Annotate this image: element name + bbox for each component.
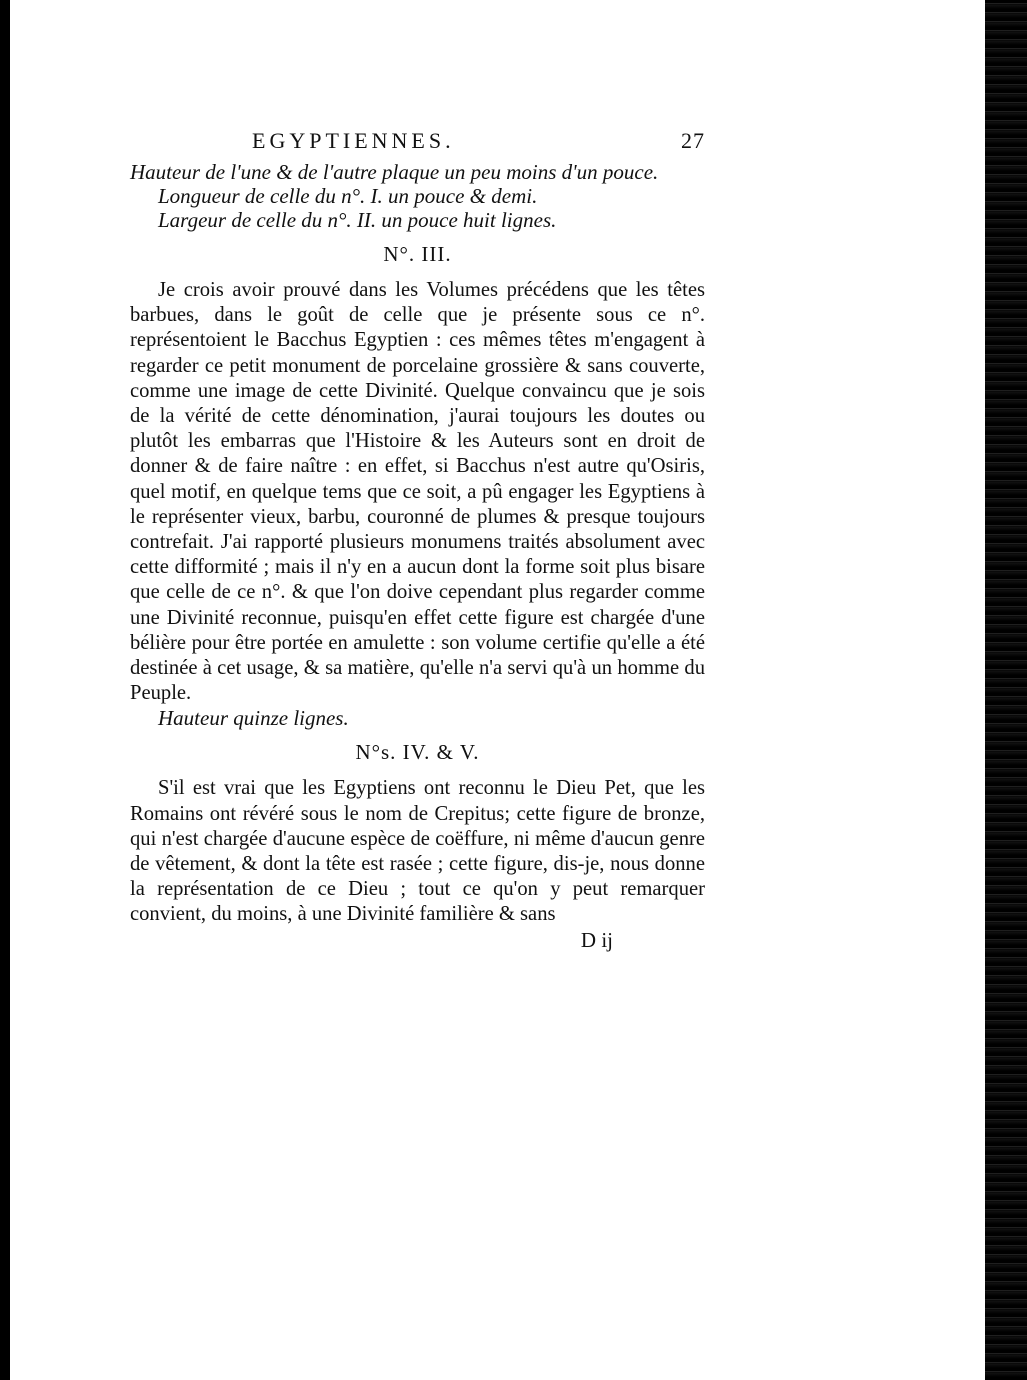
running-head	[130, 128, 705, 160]
dimension-line: Largeur de celle du n°. II. un pouce huit lignes.	[158, 208, 557, 232]
page-number: 27	[681, 128, 705, 153]
section-heading: N°s. IV. & V.	[355, 740, 480, 765]
measurement-line: Hauteur quinze lignes.	[158, 706, 349, 731]
dimension-line: Longueur de celle du n°. I. un pouce & demi.	[158, 184, 538, 208]
section-heading: N°. III.	[383, 242, 452, 266]
section-body: S'il est vrai que les Egyptiens ont reconnu le Dieu Pet, que les Romains ont révéré sous le nom de Crepitus; cette figure de bronze, qui n'est chargée d'aucune espèce de coëffure, ni même d'aucun genre de vêtement, & dont la tête est rasée ; cette figure, dis-je, nous donne la représentation de ce Dieu ; tout ce qu'on y peut remarquer convient, du moins, à une Divinité familière & sans	[130, 777, 705, 926]
section-body: Je crois avoir prouvé dans les Volumes précédens que les têtes barbues, dans le goût de celle que je présente sous ce n°. représentoient le Bacchus Egyptien : ces mêmes têtes m'engagent à regarder ce petit monument de porcelaine grossière & sans couverte, comme une image de cette Divinité. Quelque convaincu que je sois de la vérité de cette dénomination, j'aurai toujours les doutes ou plutôt les embarras que l'Histoire & les Auteurs sont en droit de donner & de faire naître : en effet, si Bacchus n'est autre qu'Osiris, quel motif, en quelque tems que ce soit, a pû engager les Egyptiens à le représenter vieux, barbu, couronné de plumes & presque toujours contrefait. J'ai rapporté plusieurs monumens traités absolument avec cette difformité ; mais il n'y en a aucun dont la forme soit plus bisare que celle de ce n°. & que l'on doive cependant plus regarder comme une Divinité reconnue, puisqu'en effet cette figure est chargée d'une bélière pour être portée en amulette : son volume certifie qu'elle a été destinée à cet usage, & sa matière, qu'elle n'a servi qu'à un homme du Peuple.	[130, 279, 705, 705]
scan-edge	[985, 0, 1027, 1380]
running-title: EGYPTIENNES.	[252, 128, 455, 153]
dimension-line: Hauteur de l'une & de l'autre plaque un peu moins d'un pouce.	[130, 160, 659, 184]
page-text-block	[130, 128, 705, 952]
signature-mark: D ij	[580, 927, 613, 952]
